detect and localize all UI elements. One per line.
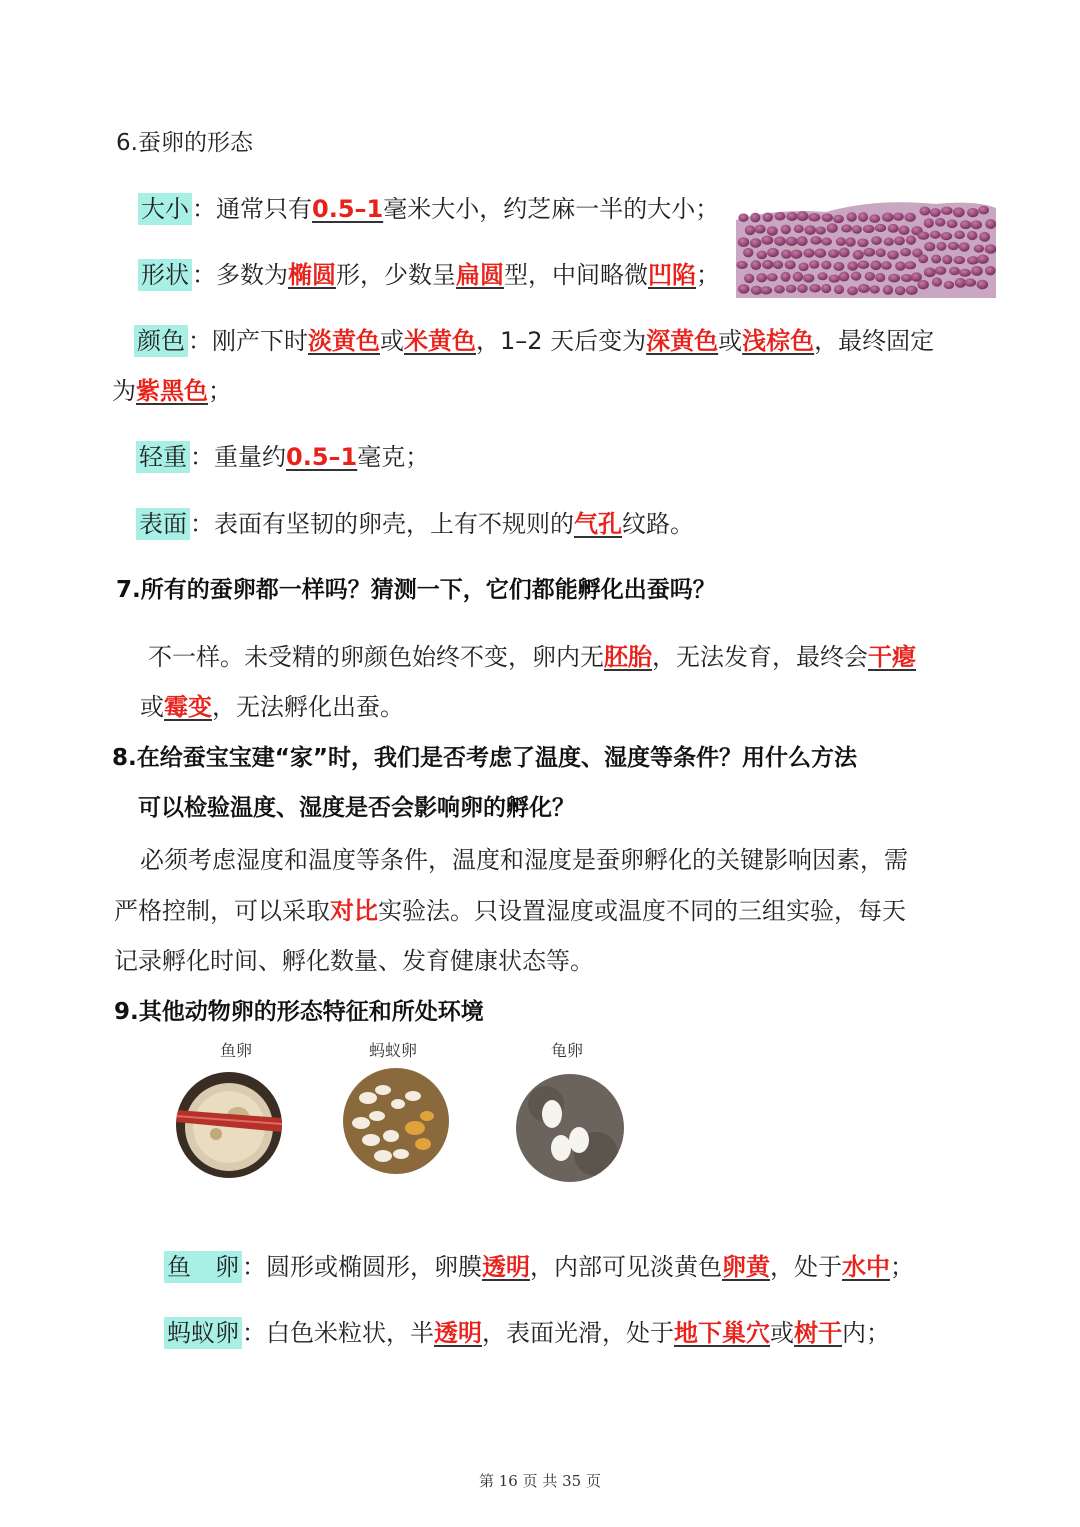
section-8-answer-line-1: 必须考虑湿度和温度等条件，温度和湿度是蚕卵孵化的关键影响因素，需 (140, 846, 908, 874)
section-8-answer-line-3: 记录孵化时间、孵化数量、发育健康状态等。 (114, 947, 594, 975)
page-footer: 第 16 页 共 35 页 (478, 1472, 601, 1490)
silkworm-eggs-photo (736, 190, 996, 298)
caption-turtle-egg: 龟卵 (551, 1041, 584, 1060)
ant-egg-label: 蚂蚁卵 (164, 1317, 242, 1349)
section-8-question-line-2: 可以检验温度、湿度是否会影响卵的孵化？ (138, 795, 575, 821)
turtle-egg-photo (516, 1074, 624, 1182)
surface-label: 表面 (136, 508, 190, 540)
weight-label: 轻重 (136, 441, 190, 473)
ant-egg-photo (343, 1068, 449, 1174)
fish-egg-photo (176, 1072, 282, 1178)
color-line-2: 为紫黑色； (112, 377, 232, 405)
shape-label: 形状 (138, 259, 192, 291)
section-6-title: 6.蚕卵的形态 (116, 130, 253, 156)
section-7-question: 7.所有的蚕卵都一样吗？猜测一下，它们都能孵化出蚕吗？ (116, 577, 716, 603)
section-7-answer-line-2: 或霉变，无法孵化出蚕。 (140, 693, 404, 721)
size-line: 大小 ：通常只有0.5–1毫米大小，约芝麻一半的大小； (138, 192, 719, 226)
section-8-question-line-1: 8.在给蚕宝宝建“家”时，我们是否考虑了温度、湿度等条件？用什么方法 (112, 745, 857, 771)
caption-ant-egg: 蚂蚁卵 (369, 1041, 418, 1060)
weight-line: 轻重 ：重量约0.5–1毫克； (136, 440, 429, 474)
section-8-answer-line-2: 严格控制，可以采取对比实验法。只设置湿度或温度不同的三组实验，每天 (114, 897, 906, 925)
ant-egg-line: 蚂蚁卵 ：白色米粒状，半透明，表面光滑，处于地下巢穴或树干内； (164, 1316, 890, 1350)
section-7-answer-line-1: 不一样。未受精的卵颜色始终不变，卵内无胚胎，无法发育，最终会干瘪 (148, 643, 916, 671)
shape-line: 形状 ：多数为椭圆形，少数呈扁圆型，中间略微凹陷； (138, 258, 720, 292)
fish-egg-line: 鱼 卵 ：圆形或椭圆形，卵膜透明，内部可见淡黄色卵黄，处于水中； (164, 1250, 914, 1284)
color-line: 颜色 ：刚产下时淡黄色或米黄色，1–2 天后变为深黄色或浅棕色，最终固定 (134, 324, 934, 358)
section-9-title: 9.其他动物卵的形态特征和所处环境 (114, 999, 484, 1025)
size-label: 大小 (138, 193, 192, 225)
color-label: 颜色 (134, 325, 188, 357)
fish-egg-label: 鱼 卵 (164, 1251, 242, 1283)
surface-line: 表面 ：表面有坚韧的卵壳，上有不规则的气孔纹路。 (136, 507, 694, 541)
caption-fish-egg: 鱼卵 (220, 1041, 253, 1060)
